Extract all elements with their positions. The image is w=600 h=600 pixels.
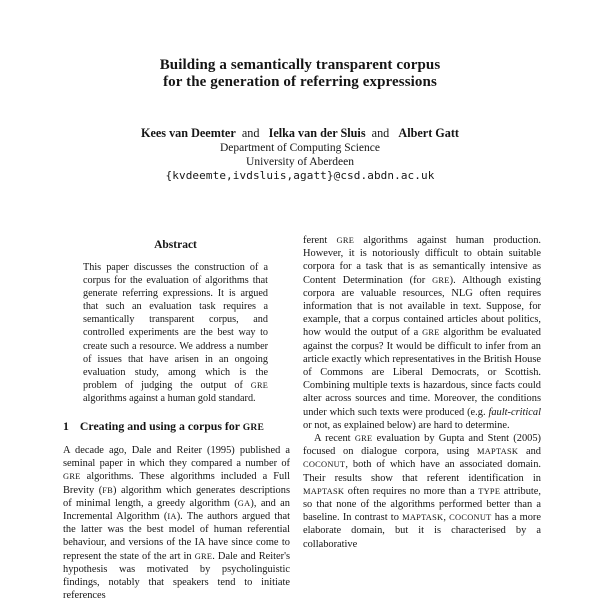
paper-title-line-2: for the generation of referring expressions bbox=[163, 73, 437, 90]
section-1-title: Creating and using a corpus for GRE bbox=[79, 419, 265, 434]
section-1-paragraph: A decade ago, Dale and Reiter (1995) published a seminal paper in which they compared a number of GRE algorithms. These algorithms included a Full Brevity (FB) algorithm which generates descriptions of minimal length, a greedy algorithm (GA), and an Incremental Algorithm (IA). The authors argued that the latter was the best model of human referential behaviour, and versions of the IA have since come to represent the state of the art in GRE. Dale and Reiter's hypothesis was motivated by psycholinguistic findings, notably that speakers tend to initiate references bbox=[63, 445, 290, 600]
paper-header bbox=[0, 57, 600, 90]
affiliation-university: University of Aberdeen bbox=[246, 156, 354, 168]
section-1-heading bbox=[63, 419, 290, 435]
authors-line: Kees van Deemter and Ielka van der Sluis and Albert Gatt bbox=[140, 126, 459, 140]
affiliation-department: Department of Computing Science bbox=[219, 142, 380, 154]
authors-email: {kvdeemte,ivdsluis,agatt}@csd.abdn.ac.uk bbox=[165, 169, 435, 182]
right-column-paragraph-2: A recent GRE evaluation by Gupta and Stent (2005) focused on dialogue corpora, using MAPTASK and COCONUT, both of which have an associated domain. Their results show that referent identification in MAPTASK often requires no more than a TYPE attribute, so that none of the algorithms performed better than a baseline. In contrast to MAPTASK, COCONUT has a more elaborate domain, but it is characterised by a collaborative bbox=[303, 433, 541, 550]
right-column-paragraph-1: ferent GRE algorithms against human production. However, it is notoriously difficult to obtain suitable corpora for a task that is as semantically intensive as Content Determination (for GRE). Although existing corpora are valuable resources, NLG often requires information that is not available in text. Suppose, for example, that a corpus contained articles about politics, how would the output of a GRE algorithm be evaluated against the corpus? It would be difficult to infer from an article exactly which representatives in the British House of Commons are Liberal Democrats, or Scottish. Combining multiple texts is hazardous, since facts could alter across sources and time. Moreover, the conditions under which such texts were produced (e.g. fault-critical or not, as explained below) are hard to determine. bbox=[303, 235, 541, 431]
section-1-number: 1 bbox=[63, 419, 69, 434]
paper-title-line-1: Building a semantically transparent corpus bbox=[159, 57, 441, 73]
abstract-heading: Abstract bbox=[154, 239, 197, 251]
abstract-body: This paper discusses the construction of a corpus for the evaluation of algorithms that generate referring expressions. It is argued that such an evaluation task requires a semantically transparent corpus, and controlled experiments are the best way to create such a resource. We address a number of issues that have arisen in an ongoing evaluation study, among which is the problem of judging the output of GRE algorithms against a human gold standard. bbox=[83, 262, 268, 404]
author-block bbox=[0, 126, 600, 184]
left-column bbox=[63, 238, 290, 600]
right-column bbox=[303, 234, 541, 551]
